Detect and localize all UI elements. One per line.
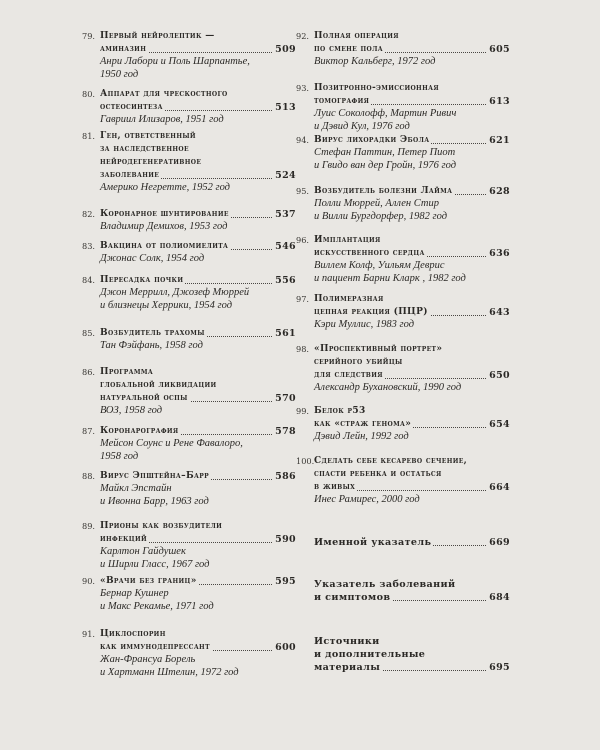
entry-authors: Мейсон Соунс и Рене Фавалоро,: [100, 438, 243, 449]
toc-entry[interactable]: [82, 240, 296, 266]
entry-number: 99.: [296, 406, 310, 416]
entry-authors: Анри Лабори и Поль Шарпантье,: [100, 56, 250, 67]
entry-authors: Александр Бухановский, 1990 год: [314, 382, 462, 393]
entry-page-number: 556: [275, 275, 296, 286]
entry-authors: Владимир Демихов, 1953 год: [100, 221, 228, 232]
entry-authors: Гавриил Илизаров, 1951 год: [100, 114, 224, 125]
entry-page-number: 621: [489, 135, 510, 146]
entry-title-line: [100, 240, 296, 253]
entry-authors: Дэвид Лейн, 1992 год: [314, 431, 409, 442]
entry-title-line: [100, 366, 296, 379]
entry-title-line: [100, 88, 296, 101]
entry-authors: Джонас Солк, 1954 год: [100, 253, 205, 264]
entry-title-text: Вакцина от полиомиелита: [100, 241, 229, 251]
entry-number: 94.: [296, 135, 310, 145]
entry-title-text: глобальной ликвидации: [100, 380, 217, 390]
toc-entry[interactable]: [82, 520, 296, 571]
entry-number: 79.: [82, 31, 96, 41]
entry-title-line: [314, 95, 510, 108]
entry-authors: и Ивонна Барр, 1963 год: [100, 495, 209, 507]
entry-authors: и Макс Рекамье, 1971 год: [100, 600, 214, 612]
toc-entry[interactable]: [82, 575, 296, 613]
entry-authors: Стефан Паттин, Петер Пиот: [314, 147, 456, 158]
entry-title-text: Белок p53: [314, 406, 366, 416]
entry-title-text: Сделать себе кесарево сечение,: [314, 456, 468, 466]
entry-title-text: спасти ребенка и остаться: [314, 469, 442, 479]
entry-page-number: 590: [275, 534, 296, 545]
entry-authors: и Ширли Гласс, 1967 год: [100, 558, 210, 570]
entry-authors: Америко Негретте, 1952 год: [100, 182, 230, 193]
toc-entry[interactable]: [82, 130, 296, 195]
entry-title-line: [100, 156, 296, 169]
entry-authors: Кэри Муллис, 1983 год: [314, 319, 415, 330]
entry-title-text: Аппарат для чрескостного: [100, 89, 228, 99]
entry-title-text: по смене пола: [314, 44, 384, 54]
entry-number: 100.: [296, 456, 315, 466]
entry-title-text: «Врачи без границ»: [100, 576, 197, 586]
entry-page-number: 513: [275, 102, 296, 113]
entry-page-number: 654: [489, 419, 510, 430]
entry-title-line: [100, 43, 296, 56]
toc-entry[interactable]: [296, 405, 510, 444]
entry-title-line: [314, 405, 510, 418]
entry-title-text: Полимеразная: [314, 294, 384, 304]
entry-number: 84.: [82, 275, 96, 285]
entry-number: 90.: [82, 576, 96, 586]
entry-number: 86.: [82, 367, 96, 377]
entry-title-line: [314, 369, 510, 382]
entry-title-line: [100, 208, 296, 221]
entry-authors: Карлтон Гайдушек: [100, 546, 186, 557]
entry-authors: 1950 год: [100, 68, 139, 80]
entry-title-text: Циклоспорин: [100, 629, 166, 639]
entry-title-text: Указатель заболеваний: [314, 579, 456, 590]
entry-title-text: аминазин: [100, 44, 147, 54]
entry-title-line: [314, 356, 510, 369]
toc-entry[interactable]: [82, 470, 296, 508]
toc-entry[interactable]: [82, 327, 296, 353]
entry-title-text: Пересадка почки: [100, 275, 184, 285]
entry-title-text: Позитронно-эмиссионная: [314, 83, 439, 93]
entry-title-text: Ген, ответственный: [100, 131, 196, 141]
entry-page-number: 586: [275, 471, 296, 482]
entry-page-number: 669: [489, 537, 510, 548]
entry-title-text: и дополнительные: [314, 649, 426, 660]
entry-title-line: [100, 327, 296, 340]
entry-authors: Джон Меррилл, Джозеф Мюррей: [100, 287, 250, 298]
entry-title-line: [100, 169, 296, 182]
entry-title-line: [100, 641, 296, 654]
entry-number: 80.: [82, 89, 96, 99]
entry-title-text: Коронарография: [100, 426, 179, 436]
entry-title-text: Первый нейролептик —: [100, 31, 215, 41]
entry-page-number: 578: [275, 426, 296, 437]
toc-section-entry[interactable]: [314, 578, 510, 604]
entry-authors: ВОЗ, 1958 год: [100, 405, 163, 416]
toc-entry[interactable]: [296, 134, 510, 172]
entry-number: 83.: [82, 241, 96, 251]
entry-authors: Виктор Кальберг, 1972 год: [314, 56, 436, 67]
toc-entry[interactable]: [82, 30, 296, 81]
entry-title-text: остеосинтеза: [100, 102, 163, 112]
entry-title-text: для следствия: [314, 370, 383, 380]
entry-title-line: [314, 635, 510, 648]
entry-title-line: [314, 536, 510, 549]
entry-title-line: [314, 185, 510, 198]
entry-title-text: Прионы как возбудители: [100, 521, 223, 531]
entry-title-line: [314, 134, 510, 147]
entry-title-line: [314, 591, 510, 604]
entry-page-number: 684: [489, 592, 510, 603]
entry-title-text: как иммунодепрессант: [100, 642, 210, 652]
entry-title-line: [100, 425, 296, 438]
entry-authors: и Хартманн Штелин, 1972 год: [100, 666, 239, 678]
entry-page-number: 595: [275, 576, 296, 587]
entry-authors: и Гвидо ван дер Гройн, 1976 год: [314, 159, 457, 171]
toc-entry[interactable]: [82, 208, 296, 234]
entry-title-line: [314, 234, 510, 247]
entry-title-line: [100, 470, 296, 483]
entry-authors: Виллем Колф, Уильям Деврис: [314, 260, 445, 271]
entry-page-number: 650: [489, 370, 510, 381]
entry-title-line: [314, 648, 510, 661]
entry-title-line: [314, 247, 510, 260]
toc-entry[interactable]: [82, 88, 296, 127]
entry-title-text: Именной указатель: [314, 537, 432, 548]
entry-authors: Бернар Кушнер: [100, 588, 169, 599]
entry-title-text: Возбудитель трахомы: [100, 328, 205, 338]
entry-page-number: 524: [275, 170, 296, 181]
entry-title-line: [314, 418, 510, 431]
entry-title-line: [100, 533, 296, 546]
toc-entry[interactable]: [82, 274, 296, 312]
entry-number: 91.: [82, 629, 96, 639]
entry-authors: Полли Мюррей, Аллен Стир: [314, 198, 439, 209]
entry-authors: и Дэвид Кул, 1976 год: [314, 120, 410, 132]
entry-number: 96.: [296, 235, 310, 245]
entry-number: 82.: [82, 209, 96, 219]
toc-entry[interactable]: [82, 628, 296, 679]
entry-title-line: [314, 82, 510, 95]
toc-entry[interactable]: [296, 82, 510, 133]
entry-title-text: Программа: [100, 367, 154, 377]
entry-title-text: Полная операция: [314, 31, 399, 41]
entry-title-line: [314, 343, 510, 356]
entry-page-number: 636: [489, 248, 510, 259]
entry-page-number: 600: [275, 642, 296, 653]
entry-title-text: за наследственное: [100, 144, 189, 154]
entry-number: 88.: [82, 471, 96, 481]
entry-number: 95.: [296, 186, 310, 196]
toc-entry[interactable]: [296, 293, 510, 332]
entry-title-text: Вирус Эпштейна–Барр: [100, 471, 210, 481]
entry-authors: Тан Фэйфань, 1958 год: [100, 340, 203, 351]
toc-entry[interactable]: [82, 425, 296, 463]
entry-number: 87.: [82, 426, 96, 436]
toc-entry[interactable]: [296, 30, 510, 69]
entry-title-text: «Проспективный портрет»: [314, 344, 443, 354]
entry-title-line: [314, 578, 510, 591]
entry-title-text: в живых: [314, 482, 356, 492]
entry-title-line: [314, 293, 510, 306]
entry-title-text: Имплантация: [314, 235, 381, 245]
entry-page-number: 664: [489, 482, 510, 493]
toc-entry[interactable]: [82, 366, 296, 418]
entry-page-number: 537: [275, 209, 296, 220]
entry-title-line: [100, 30, 296, 43]
entry-authors: и пациент Барни Кларк , 1982 год: [314, 272, 466, 284]
entry-title-text: Возбудитель болезни Лайма: [314, 186, 453, 196]
entry-number: 85.: [82, 328, 96, 338]
entry-title-line: [314, 455, 510, 468]
toc-entry[interactable]: [296, 234, 510, 285]
entry-authors: Инес Рамирес, 2000 год: [314, 494, 420, 505]
entry-title-text: натуральной оспы: [100, 393, 188, 403]
entry-authors: и Вилли Бургдорфер, 1982 год: [314, 210, 448, 222]
entry-number: 92.: [296, 31, 310, 41]
entry-page-number: 509: [275, 44, 296, 55]
entry-title-line: [100, 130, 296, 143]
entry-authors: 1958 год: [100, 450, 139, 462]
entry-page-number: 605: [489, 44, 510, 55]
entry-number: 97.: [296, 294, 310, 304]
entry-page-number: 643: [489, 307, 510, 318]
entry-title-line: [314, 468, 510, 481]
entry-title-line: [100, 520, 296, 533]
entry-title-text: цепная реакция (ПЦР): [314, 307, 428, 317]
toc-section-entry[interactable]: [314, 536, 510, 549]
entry-title-text: нейродегенеративное: [100, 157, 202, 167]
entry-title-text: заболевание: [100, 170, 160, 180]
entry-number: 89.: [82, 521, 96, 531]
entry-title-text: инфекций: [100, 534, 147, 544]
entry-authors: Майкл Эпстайн: [100, 483, 172, 494]
toc-section-entry[interactable]: [314, 635, 510, 674]
entry-title-line: [100, 101, 296, 114]
toc-entry[interactable]: [296, 343, 510, 395]
entry-title-line: [100, 392, 296, 405]
entry-page-number: 695: [489, 662, 510, 673]
entry-title-text: Источники: [314, 636, 380, 647]
entry-title-text: томография: [314, 96, 370, 106]
entry-page-number: 628: [489, 186, 510, 197]
entry-title-text: материалы: [314, 662, 381, 673]
entry-title-text: и симптомов: [314, 592, 391, 603]
entry-title-line: [314, 30, 510, 43]
entry-title-text: искусственного сердца: [314, 248, 425, 258]
entry-authors: и близнецы Херрики, 1954 год: [100, 299, 233, 311]
entry-title-text: Вирус лихорадки Эбола: [314, 135, 430, 145]
entry-title-line: [100, 628, 296, 641]
entry-title-line: [100, 575, 296, 588]
entry-title-line: [314, 481, 510, 494]
entry-title-line: [100, 274, 296, 287]
entry-title-line: [314, 661, 510, 674]
toc-entry[interactable]: [296, 185, 510, 223]
entry-title-line: [100, 143, 296, 156]
entry-title-line: [100, 379, 296, 392]
entry-authors: Жан-Франсуа Борель: [100, 654, 196, 665]
entry-title-line: [314, 43, 510, 56]
entry-title-text: как «страж генома»: [314, 419, 412, 429]
entry-number: 98.: [296, 344, 310, 354]
entry-title-text: Коронарное шунтирование: [100, 209, 229, 219]
entry-page-number: 613: [489, 96, 510, 107]
entry-authors: Луис Соколофф, Мартин Ривич: [314, 108, 457, 119]
entry-page-number: 561: [275, 328, 296, 339]
entry-number: 93.: [296, 83, 310, 93]
entry-title-line: [314, 306, 510, 319]
toc-entry[interactable]: [296, 455, 510, 507]
entry-title-text: серийного убийцы: [314, 357, 403, 367]
entry-page-number: 546: [275, 241, 296, 252]
entry-number: 81.: [82, 131, 96, 141]
entry-page-number: 570: [275, 393, 296, 404]
